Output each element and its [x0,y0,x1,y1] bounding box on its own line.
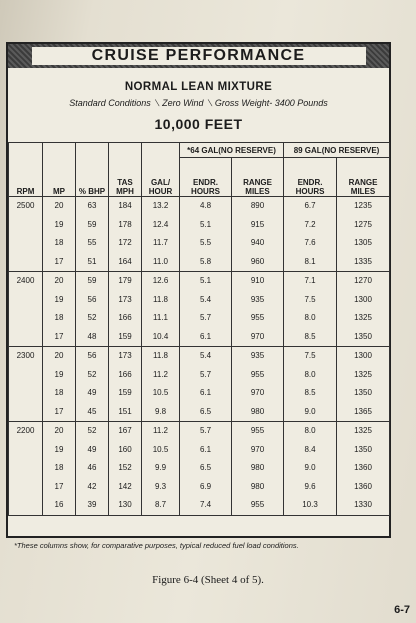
mp-cell [43,422,76,516]
page-number: 6-7 [394,604,410,616]
e89-cell [284,272,337,347]
mp-value: 17 [54,256,64,266]
mp-value: 18 [54,463,64,472]
e89-cell [284,347,337,422]
r64-value: 960 [250,256,265,266]
group-89gal: 89 GAL(NO RESERVE) [284,143,390,158]
rpm-value: 2400 [16,276,35,285]
tas-value: 178 [118,219,132,229]
r64-value: 955 [250,369,265,379]
r64-value: 980 [250,481,265,491]
conditions-right: Gross Weight- 3400 Pounds [214,98,328,108]
r64-cell [232,422,284,516]
r64-value: 910 [250,276,265,285]
mp-value: 19 [54,369,64,379]
col-endr-64: ENDR. HOURS [180,158,232,197]
gph-value: 11.2 [153,369,168,379]
tas-value: 151 [118,406,132,416]
col-rpm: RPM [9,143,43,197]
gph-value: 11.8 [153,294,168,304]
mp-value: 18 [54,313,64,322]
conditions-mid: Zero Wind [162,98,204,108]
conditions-left: Standard Conditions [69,98,151,108]
gph-value: 10.4 [152,331,169,341]
e89-value: 7.6 [304,238,316,247]
rpm-cell [9,197,43,272]
tas-value: 159 [118,331,132,341]
mp-cell [43,272,76,347]
e64-value: 5.7 [199,369,212,379]
col-mp: MP [43,143,76,197]
r64-value: 890 [250,201,265,210]
tas-value: 164 [118,256,132,266]
r89-value: 1330 [354,500,372,509]
e64-value: 5.5 [199,238,212,247]
r89-value: 1235 [354,201,372,210]
tas-value: 166 [118,369,132,379]
gph-value: 12.4 [152,219,169,229]
gph-value: 10.5 [152,388,169,397]
r89-cell [337,197,390,272]
col-bhp: % BHP [76,143,109,197]
r89-value: 1270 [354,276,372,285]
gph-value: 11.2 [153,426,168,435]
bhp-value: 56 [87,294,97,304]
e64-value: 5.7 [199,313,212,322]
group-64gal: *64 GAL(NO RESERVE) [180,143,284,158]
e89-cell [284,422,337,516]
tas-value: 179 [118,276,132,285]
mp-cell [43,347,76,422]
r89-value: 1300 [354,351,372,360]
e89-value: 9.0 [304,406,316,416]
bhp-value: 51 [87,256,97,266]
e64-cell [180,272,232,347]
gph-cell [142,272,180,347]
r89-cell [337,422,390,516]
bhp-value: 59 [87,276,97,285]
e89-value: 7.5 [304,351,316,360]
e64-value: 6.1 [199,331,212,341]
e89-value: 8.0 [304,426,316,435]
r64-cell [232,347,284,422]
mp-value: 19 [54,444,64,454]
e89-value: 10.3 [302,500,318,509]
r89-value: 1360 [354,481,372,491]
gph-cell [142,347,180,422]
table-row [9,197,390,272]
mp-value: 20 [54,276,64,285]
gph-value: 11.0 [153,256,168,266]
e89-value: 7.5 [304,294,316,304]
r64-value: 980 [250,463,265,472]
cruise-performance-table [8,142,390,516]
e64-value: 5.4 [199,294,212,304]
table-row [9,422,390,516]
bhp-cell [76,197,109,272]
r89-value: 1350 [354,444,372,454]
gph-value: 10.5 [152,444,169,454]
r64-value: 955 [250,426,265,435]
bhp-value: 63 [87,201,97,210]
r64-value: 955 [250,313,265,322]
e64-value: 4.8 [199,201,212,210]
e64-value: 6.5 [199,463,212,472]
r64-value: 940 [250,238,265,247]
e64-value: 7.4 [199,500,212,509]
bhp-value: 52 [87,369,97,379]
gph-value: 11.8 [153,351,168,360]
r64-cell [232,197,284,272]
e64-value: 5.1 [199,219,212,229]
bhp-value: 45 [87,406,97,416]
bhp-value: 42 [87,481,97,491]
bhp-value: 59 [87,219,97,229]
e64-cell [180,197,232,272]
r89-value: 1350 [354,388,372,397]
e64-value: 5.1 [199,276,212,285]
mp-value: 20 [54,426,64,435]
r89-value: 1365 [354,406,372,416]
e89-value: 8.4 [304,444,316,454]
e89-value: 9.6 [304,481,316,491]
separator-slash: ⟍ [153,98,163,108]
tas-value: 166 [118,313,132,322]
rpm-value: 2200 [16,426,35,435]
tas-value: 172 [118,238,132,247]
rpm-cell [9,422,43,516]
mp-value: 17 [54,406,64,416]
r89-value: 1325 [354,426,372,435]
mp-value: 18 [54,238,64,247]
r89-value: 1325 [354,313,372,322]
r89-value: 1305 [354,238,372,247]
r64-value: 935 [250,351,265,360]
r89-cell [337,272,390,347]
bhp-cell [76,272,109,347]
mp-value: 17 [54,481,64,491]
r64-value: 970 [250,331,265,341]
e64-value: 6.5 [199,406,212,416]
e64-value: 5.4 [199,351,212,360]
e89-value: 7.2 [304,219,316,229]
mp-cell [43,197,76,272]
bhp-value: 48 [87,331,97,341]
gph-value: 11.7 [153,238,168,247]
mp-value: 16 [54,500,64,509]
title-banner [8,44,389,68]
tas-cell [109,197,142,272]
e89-value: 6.7 [304,201,316,210]
rpm-cell [9,347,43,422]
r64-value: 970 [250,388,265,397]
rpm-value: 2300 [16,351,35,360]
e64-value: 6.9 [199,481,212,491]
tas-value: 159 [118,388,132,397]
e89-value: 8.0 [304,313,316,322]
figure-caption: Figure 6-4 (Sheet 4 of 5). [152,574,264,586]
tas-value: 167 [118,426,132,435]
e64-value: 5.7 [199,426,212,435]
r89-value: 1300 [354,294,372,304]
gph-value: 11.1 [153,313,168,322]
r89-cell [337,347,390,422]
mp-value: 18 [54,388,64,397]
r89-value: 1335 [354,256,372,266]
tas-cell [109,272,142,347]
e89-value: 7.1 [304,276,316,285]
e64-value: 6.1 [199,444,212,454]
gph-value: 9.3 [154,481,167,491]
footnote: *These columns show, for comparative purposes, typical reduced fuel load conditions. [14,541,299,550]
tas-cell [109,347,142,422]
bhp-value: 39 [87,500,97,509]
e64-value: 5.8 [199,256,212,266]
tas-value: 184 [118,201,132,210]
page-title: CRUISE PERFORMANCE [32,47,366,65]
tas-value: 142 [118,481,132,491]
mp-value: 20 [54,201,64,210]
col-tas: TAS MPH [109,143,142,197]
r64-value: 935 [250,294,265,304]
tas-value: 160 [118,444,132,454]
mp-value: 19 [54,219,64,229]
bhp-cell [76,347,109,422]
bhp-value: 49 [87,444,97,454]
altitude-heading: 10,000 FEET [154,116,243,132]
e64-cell [180,422,232,516]
bhp-value: 55 [87,238,97,247]
r89-value: 1325 [354,369,372,379]
gph-value: 12.6 [152,276,169,285]
r64-value: 970 [250,444,265,454]
r64-value: 915 [250,219,265,229]
rpm-cell [9,272,43,347]
e89-value: 8.5 [304,331,316,341]
col-range-89: RANGE MILES [337,158,390,197]
bhp-cell [76,422,109,516]
separator-slash: ⟍ [206,98,215,108]
e89-value: 8.0 [304,369,316,379]
col-endr-89: ENDR. HOURS [284,158,337,197]
gph-cell [142,197,180,272]
bhp-value: 49 [87,388,97,397]
tas-value: 130 [118,500,132,509]
e89-value: 8.5 [304,388,316,397]
gph-cell [142,422,180,516]
tas-value: 173 [118,294,132,304]
rpm-value: 2500 [16,201,35,210]
tas-value: 152 [118,463,132,472]
table-row [9,347,390,422]
bhp-value: 52 [87,313,97,322]
tas-value: 173 [118,351,132,360]
e89-value: 8.1 [304,256,316,266]
tas-cell [109,422,142,516]
gph-value: 13.2 [152,201,169,210]
e89-cell [284,197,337,272]
gph-value: 9.8 [154,406,167,416]
col-gph: GAL/ HOUR [142,143,180,197]
r89-value: 1275 [354,219,372,229]
r64-cell [232,272,284,347]
r89-value: 1360 [354,463,372,472]
mp-value: 17 [54,331,64,341]
e64-value: 6.1 [199,388,212,397]
r64-value: 980 [250,406,265,416]
r89-value: 1350 [354,331,372,341]
gph-value: 9.9 [154,463,167,472]
mp-value: 20 [54,351,64,360]
gph-value: 8.7 [154,500,167,509]
bhp-value: 52 [87,426,97,435]
col-range-64: RANGE MILES [232,158,284,197]
e89-value: 9.0 [304,463,316,472]
r64-value: 955 [250,500,265,509]
mixture-heading: NORMAL LEAN MIXTURE [124,81,273,93]
bhp-value: 46 [87,463,97,472]
conditions-line [8,98,389,109]
bhp-value: 56 [87,351,97,360]
table-row [9,272,390,347]
e64-cell [180,347,232,422]
mp-value: 19 [54,294,64,304]
